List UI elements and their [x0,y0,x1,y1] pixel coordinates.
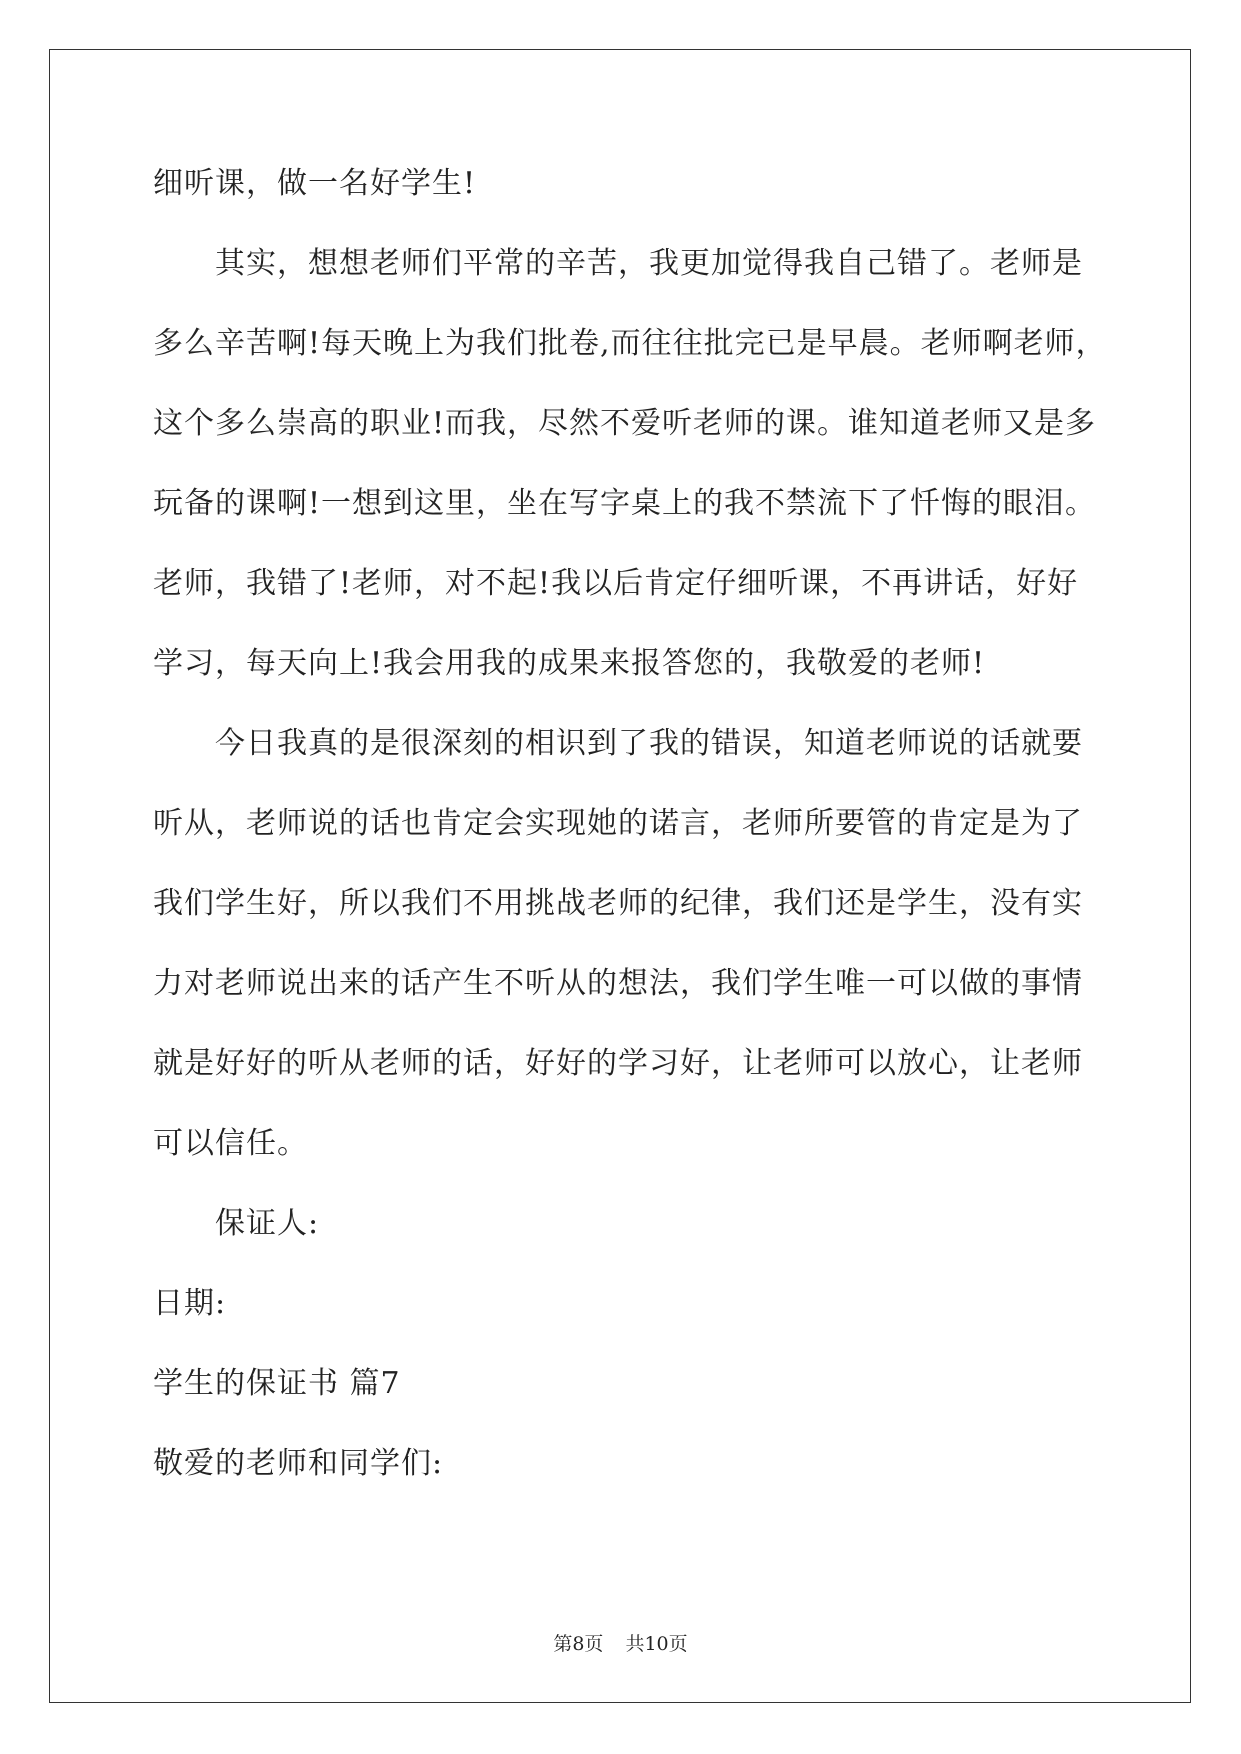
section-title: 学生的保证书 篇7 [153,1366,401,1401]
text-line: 这个多么崇高的职业!而我，尽然不爱听老师的课。谁知道老师又是多 [153,406,1097,441]
page-total: 共10页 [625,1633,688,1655]
text-line: 老师，我错了!老师，对不起!我以后肯定仔细听课，不再讲话，好好 [153,566,1079,601]
page-footer [0,1629,1241,1656]
paragraph-start: 其实，想想老师们平常的辛苦，我更加觉得我自己错了。老师是 [215,246,1083,281]
text-line: 学习，每天向上!我会用我的成果来报答您的，我敬爱的老师! [153,646,986,681]
salutation: 敬爱的老师和同学们: [153,1446,444,1481]
document-body [153,166,1107,1526]
text-line: 听从，老师说的话也肯定会实现她的诺言，老师所要管的肯定是为了 [153,806,1083,841]
page-number: 第8页 [553,1633,604,1655]
text-line: 可以信任。 [153,1126,308,1161]
paragraph-start: 今日我真的是很深刻的相识到了我的错误，知道老师说的话就要 [215,726,1083,761]
text-line: 就是好好的听从老师的话，好好的学习好，让老师可以放心，让老师 [153,1046,1083,1081]
text-line: 力对老师说出来的话产生不听从的想法，我们学生唯一可以做的事情 [153,966,1083,1001]
text-line: 多么辛苦啊!每天晚上为我们批卷,而往往批完已是早晨。老师啊老师， [153,326,1107,361]
text-line: 我们学生好，所以我们不用挑战老师的纪律，我们还是学生，没有实 [153,886,1083,921]
guarantor-label: 保证人: [215,1206,320,1241]
text-line: 玩备的课啊!一想到这里，坐在写字桌上的我不禁流下了忏悔的眼泪。 [153,486,1097,521]
date-label: 日期: [153,1286,227,1321]
text-line: 细听课，做一名好学生! [153,166,477,201]
